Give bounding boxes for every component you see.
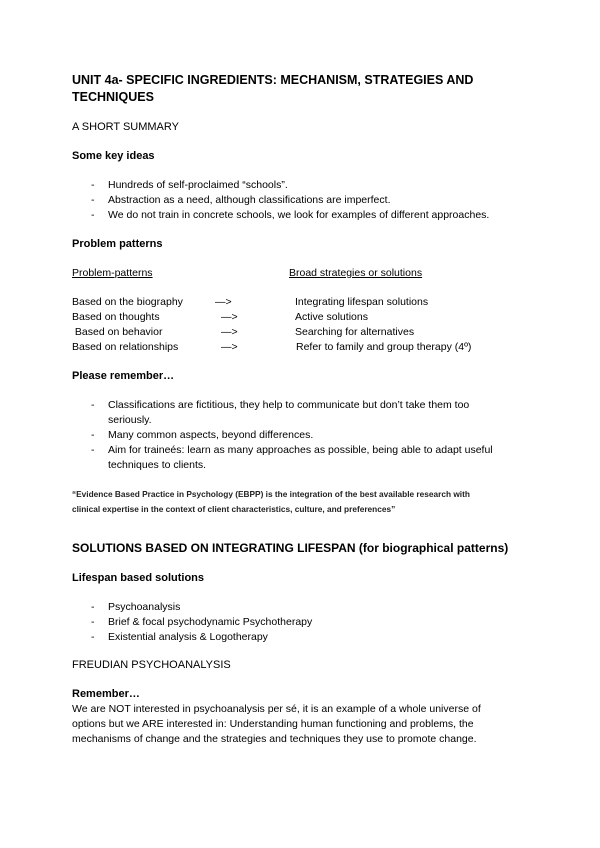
remember-item-cont: seriously. [108, 414, 152, 426]
solution-cell: Integrating lifespan solutions [295, 296, 429, 308]
key-ideas-heading: Some key ideas [72, 150, 155, 162]
doc-title-line-1: UNIT 4a- SPECIFIC INGREDIENTS: MECHANISM, STRATEGIES AND [72, 73, 474, 87]
doc-title-line-2: TECHNIQUES [72, 90, 154, 104]
bullet-dash: - [91, 179, 95, 191]
remember-item: Classifications are fictitious, they help to communicate but don’t take them too [108, 399, 470, 411]
solution-cell: Searching for alternatives [295, 326, 415, 338]
remember-item: Many common aspects, beyond differences. [108, 429, 314, 441]
remember-paragraph-line: We are NOT interested in psychoanalysis per sé, it is an example of a whole universe of [72, 703, 481, 715]
remember-item-cont: techniques to clients. [108, 459, 207, 471]
short-summary-heading: A SHORT SUMMARY [72, 121, 179, 133]
remember-paragraph-line: mechanisms of change and the strategies and techniques they use to promote change. [72, 733, 477, 745]
ebpp-quote-line-2: clinical expertise in the context of client characteristics, culture, and preferences” [72, 504, 396, 514]
arrow-glyph: —> [221, 341, 238, 353]
freudian-heading: FREUDIAN PSYCHOANALYSIS [72, 659, 231, 671]
arrow-glyph: —> [221, 311, 238, 323]
bullet-dash: - [91, 631, 95, 643]
key-idea-item: Abstraction as a need, although classifications are imperfect. [108, 194, 391, 206]
bullet-dash: - [91, 399, 95, 411]
table-col-header-solutions: Broad strategies or solutions [289, 267, 423, 279]
lifespan-item: Existential analysis & Logotherapy [108, 631, 268, 643]
remember-heading: Remember… [72, 688, 140, 700]
table-col-header-patterns: Problem-patterns [72, 267, 153, 279]
pattern-cell: Based on the biography [72, 296, 183, 308]
lifespan-item: Psychoanalysis [108, 601, 181, 613]
ebpp-quote-line-1: “Evidence Based Practice in Psychology (EBPP) is the integration of the best available research with [72, 489, 470, 499]
remember-item: Aim for traineés: learn as many approaches as possible, being able to adapt useful [108, 444, 493, 456]
key-idea-item: Hundreds of self-proclaimed “schools”. [108, 179, 288, 191]
solutions-heading: SOLUTIONS BASED ON INTEGRATING LIFESPAN (for biographical patterns) [72, 541, 509, 555]
pattern-cell: Based on behavior [72, 326, 163, 338]
remember-paragraph-line: options but we ARE interested in: Understanding human functioning and problems, the [72, 718, 474, 730]
arrow-glyph: —> [215, 296, 232, 308]
bullet-dash: - [91, 601, 95, 613]
bullet-dash: - [91, 209, 95, 221]
pattern-cell: Based on thoughts [72, 311, 160, 323]
key-idea-item: We do not train in concrete schools, we look for examples of different approaches. [108, 209, 490, 221]
bullet-dash: - [91, 444, 95, 456]
arrow-glyph: —> [221, 326, 238, 338]
problem-patterns-heading: Problem patterns [72, 238, 163, 250]
please-remember-heading: Please remember… [72, 370, 175, 382]
bullet-dash: - [91, 616, 95, 628]
bullet-dash: - [91, 429, 95, 441]
solution-cell: Refer to family and group therapy (4º) [296, 341, 472, 353]
pattern-cell: Based on relationships [72, 341, 179, 353]
lifespan-item: Brief & focal psychodynamic Psychotherapy [108, 616, 313, 628]
lifespan-subheading: Lifespan based solutions [72, 572, 205, 584]
bullet-dash: - [91, 194, 95, 206]
solution-cell: Active solutions [295, 311, 368, 323]
